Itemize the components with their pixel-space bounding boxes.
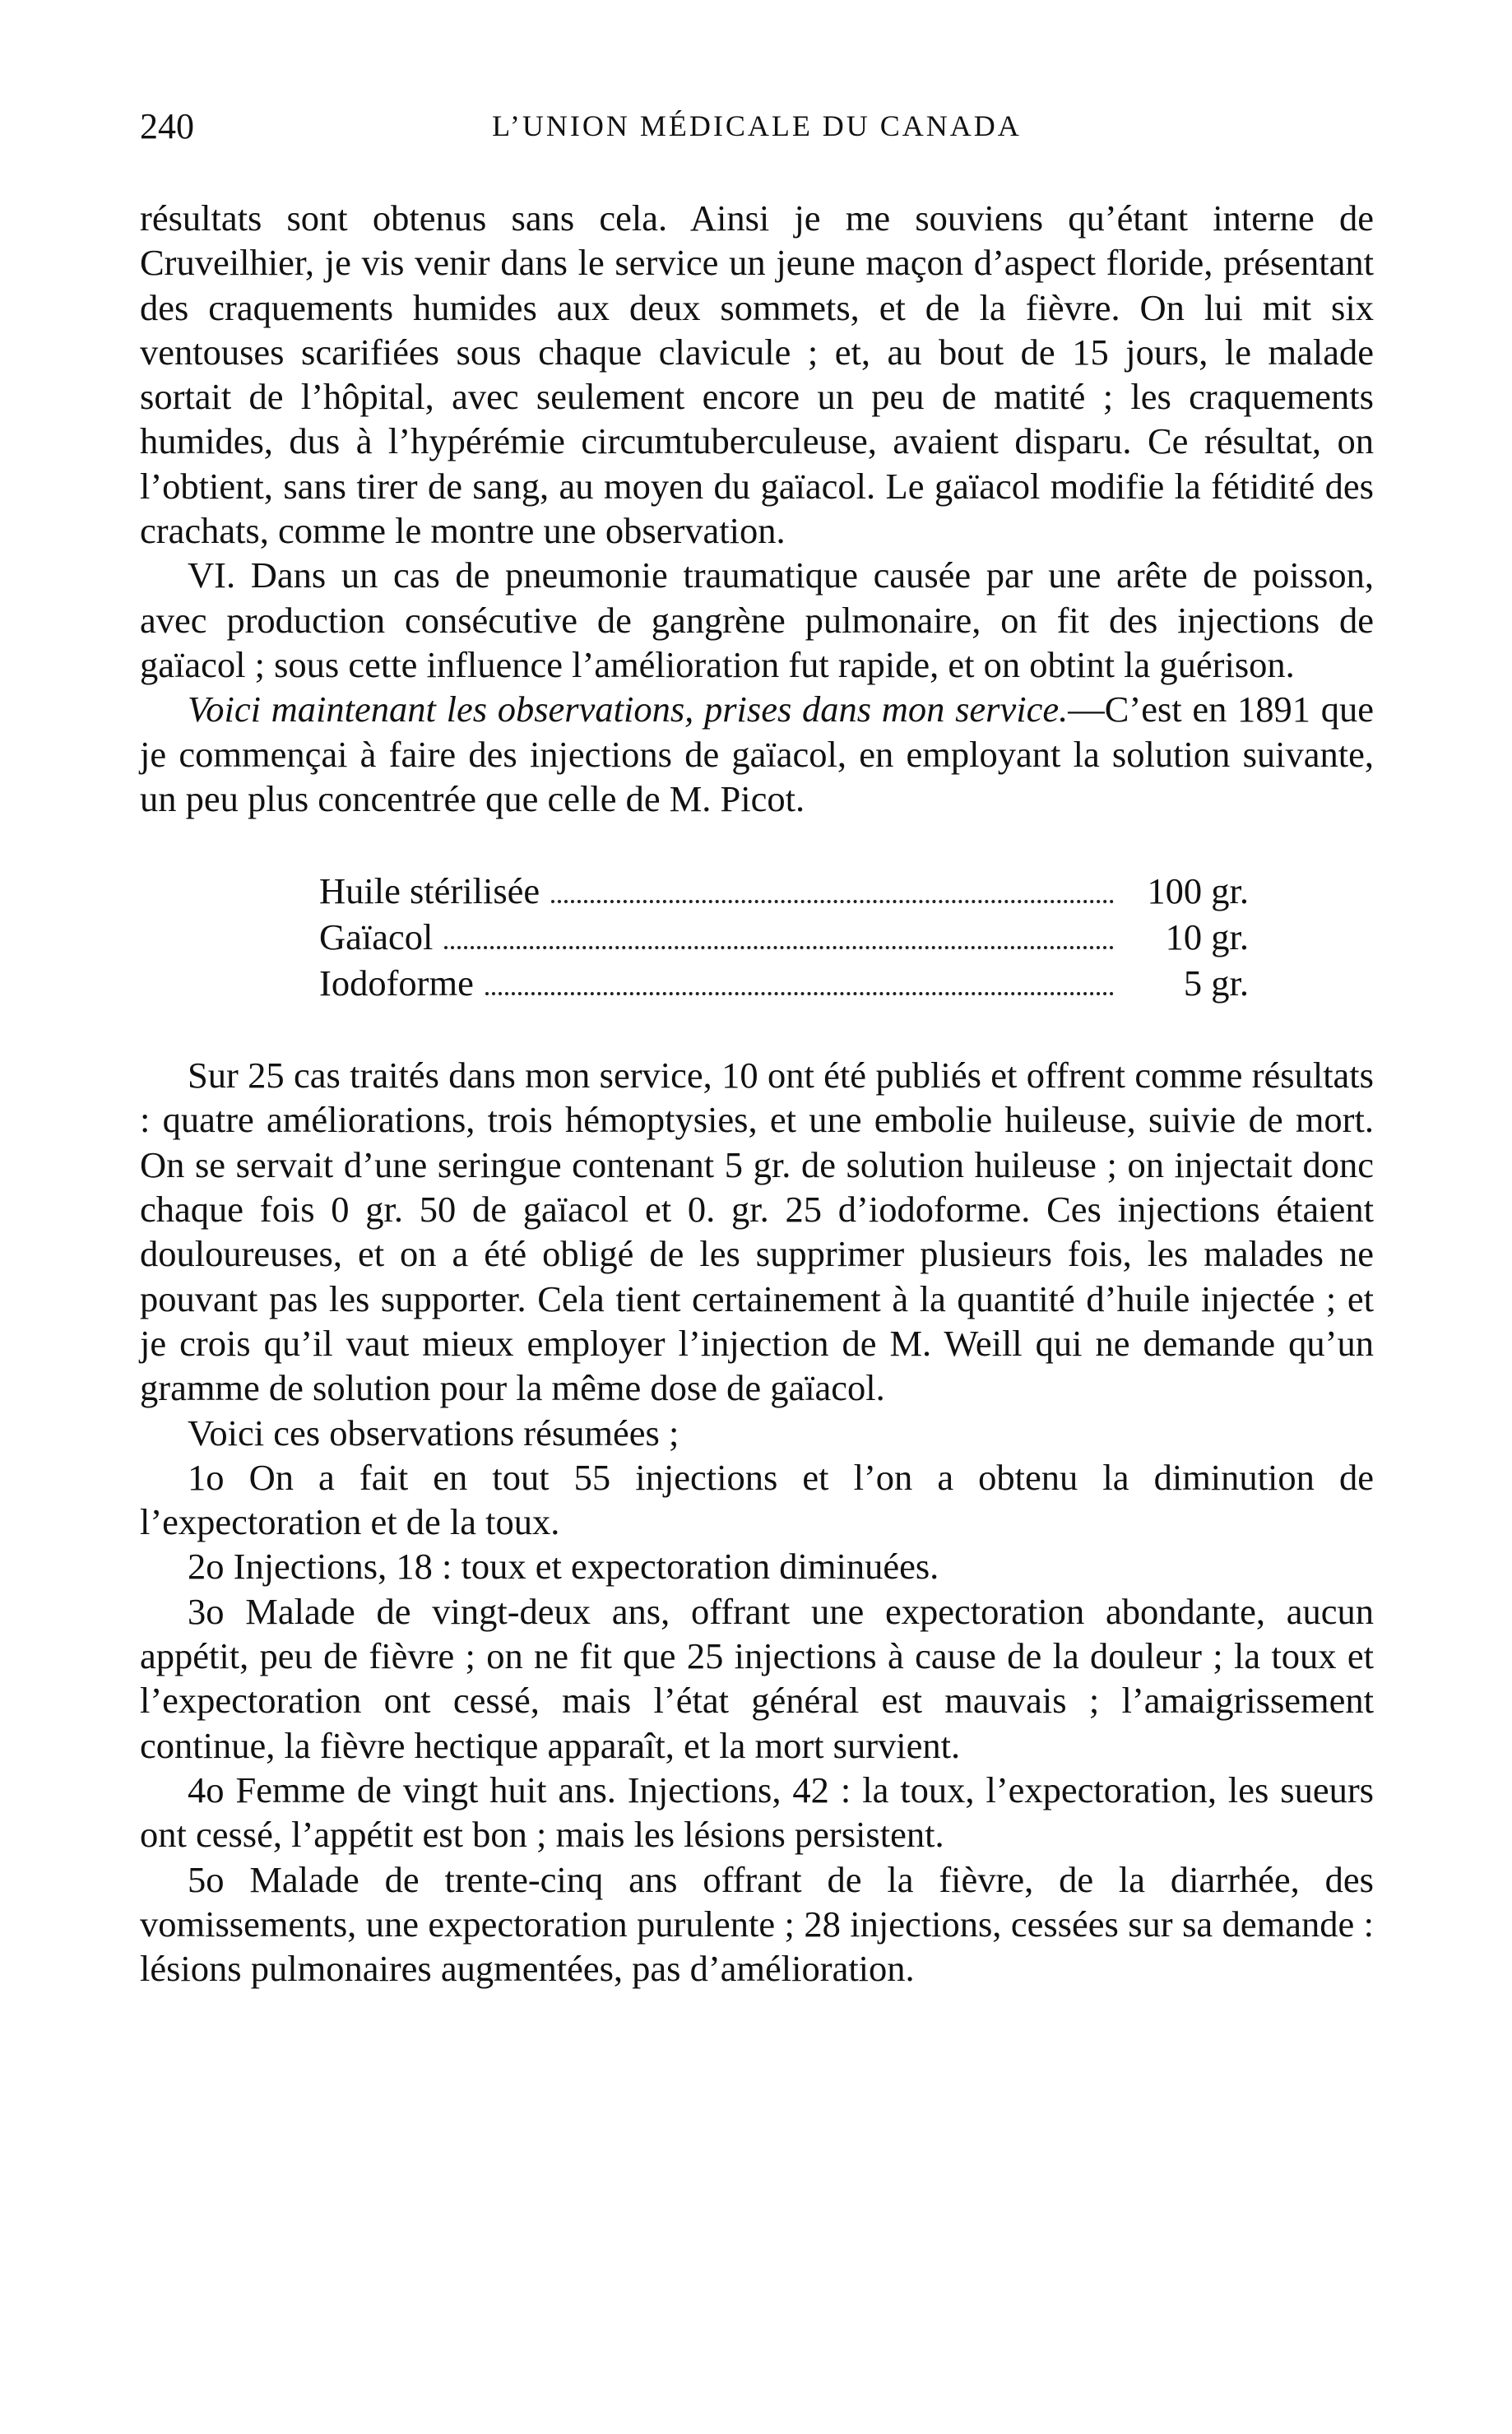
paragraph: résultats sont obtenus sans cela. Ainsi je me souviens qu’étant interne de Cruveilhier, je vis venir dans le service un jeune maçon d’aspect floride, présentant des craquements humides aux deux sommets, et de la fièvre. On lui mit six ventouses scarifiées sous chaque clavicule ; et, au bout de 15 jours, le malade sortait de l’hôpital, avec seulement encore un peu de matité ; les craquements humides, dus à l’hypérémie circumtuberculeuse, avaient disparu. Ce résultat, on l’obtient, sans tirer de sang, au moyen du gaïacol. Le gaïacol modifie la fétidité des crachats, comme le montre une observation. (140, 197, 1374, 552)
recipe-quantity: 10 gr. (1165, 916, 1249, 958)
dot-leader (485, 992, 1114, 995)
paragraph: Voici ces observations résumées ; (188, 1412, 679, 1453)
running-title: L’UNION MÉDICALE DU CANADA (492, 109, 1022, 142)
observation-item: 2o Injections, 18 : toux et expectoration diminuées. (188, 1546, 939, 1588)
recipe-list (319, 869, 1249, 1007)
observations-heading: Voici maintenant les observations, prises dans mon service. (188, 688, 1069, 730)
recipe-quantity: 5 gr. (1183, 962, 1249, 1004)
page-number: 240 (140, 106, 194, 146)
observations-intro (140, 687, 1374, 821)
observation-item: 3o Malade de vingt-deux ans, offrant une expectoration abondante, aucun appétit, peu de fièvre ; on ne fit que 25 injections à cause de la douleur ; la toux et l’expectoration ont cessé, mais l’état général est mauvais ; l’amaigrissement continue, la fièvre hectique apparaît, et la mort survient. (140, 1590, 1374, 1766)
observation-item: 1o On a fait en tout 55 injections et l’on a obtenu la diminution de l’expectoration et de la toux. (140, 1456, 1374, 1543)
observation-item: 5o Malade de trente-cinq ans offrant de la fièvre, de la diarrhée, des vomissements, une expectoration purulente ; 28 injections, cessées sur sa demande : lésions pulmonaires augmentées, pas d’amélioration. (140, 1858, 1374, 1990)
dot-leader (444, 946, 1114, 949)
recipe-ingredient: Gaïacol (319, 916, 434, 958)
observation-item: 4o Femme de vingt huit ans. Injections, 42 : la toux, l’expectoration, les sueurs ont cessé, l’appétit est bon ; mais les lésions persistent. (140, 1769, 1374, 1856)
recipe-row (319, 961, 1249, 1007)
recipe-ingredient: Iodoforme (319, 962, 474, 1004)
recipe-ingredient: Huile stérilisée (319, 870, 540, 912)
recipe-quantity: 100 gr. (1147, 870, 1249, 912)
paragraph: VI. Dans un cas de pneumonie traumatique causée par une arête de poisson, avec production consécutive de gangrène pulmonaire, on fit des injections de gaïacol ; sous cette influence l’amélioration fut rapide, et on obtint la guérison. (140, 554, 1374, 685)
observations-intro-text: —C’est en 1891 que je commençai à faire des injections de gaïacol, en employant la solution suivante, un peu plus concentrée que celle de M. Picot. (140, 688, 1374, 819)
recipe-row (319, 869, 1249, 915)
recipe-row (319, 915, 1249, 961)
dot-leader (551, 900, 1114, 903)
paragraph: Sur 25 cas traités dans mon service, 10 ont été publiés et offrent comme résultats : quatre améliorations, trois hémoptysies, et une embolie huileuse, suivie de mort. On se servait d’une seringue contenant 5 gr. de solution huileuse ; on injectait donc chaque fois 0 gr. 50 de gaïacol et 0. gr. 25 d’iodoforme. Ces injections étaient douloureuses, et on a été obligé de les supprimer plusieurs fois, les malades ne pouvant pas les supporter. Cela tient certainement à la quantité d’huile injectée ; et je crois qu’il vaut mieux employer l’injection de M. Weill qui ne demande qu’un gramme de solution pour la même dose de gaïacol. (140, 1055, 1374, 1409)
page-header (140, 105, 1374, 155)
body-text (140, 196, 1374, 1991)
